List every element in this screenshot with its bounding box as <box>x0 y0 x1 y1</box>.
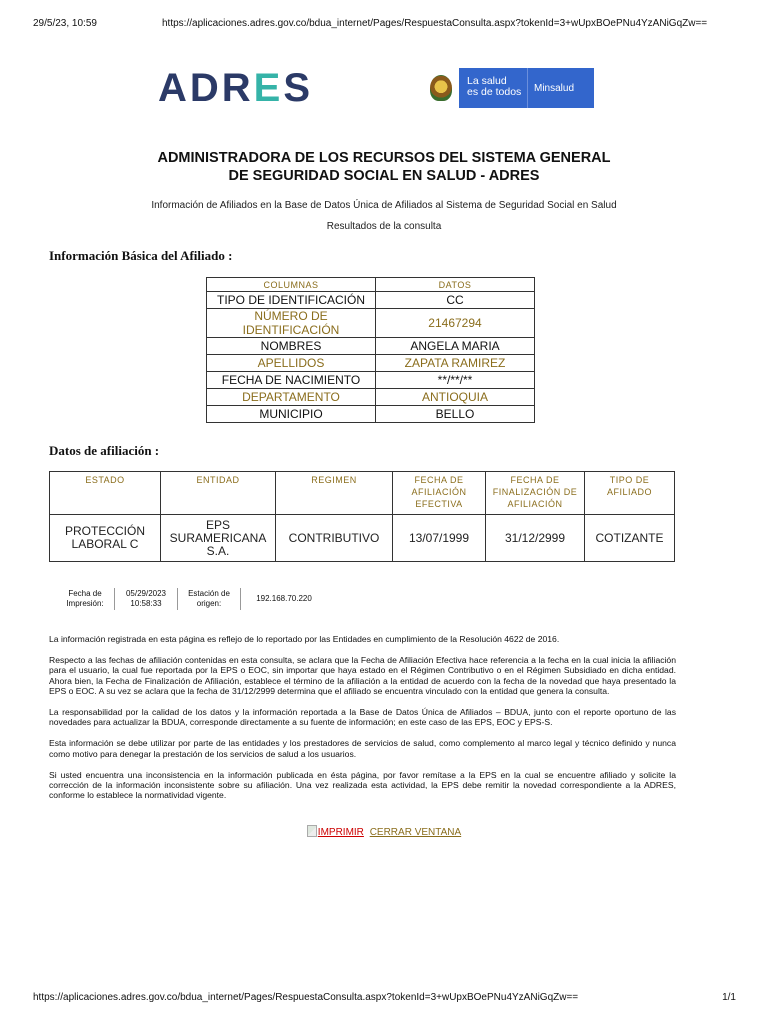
print-icon <box>307 825 317 837</box>
column-header: ENTIDAD <box>161 472 276 515</box>
gov-banner <box>423 68 594 108</box>
disclaimer-paragraph: La información registrada en esta página es reflejo de lo reportado por las Entidades en cumplimiento de la Resolución 4622 de 2016. <box>49 634 560 644</box>
print-footer <box>0 992 768 1006</box>
disclaimer-paragraph: Respecto a las fechas de afiliación contenidas en esta consulta, se aclara que la Fecha de Afiliación Efectiva hace referencia a la fecha en la cual inicia la afiliación para el usuario, la cual fue reportada por la EPS o EOC, sin importar que haya estado en el Régimen Contributivo o en el Régimen Subsidiado en dicha entidad. Ahora bien, la Fecha de Finalización de Afiliación, establece el término de la afiliación a la entidad de acuerdo con la fecha de la novedad que haya presentado la EPS o EOC. A su vez se aclara que la fecha de 31/12/2999 determina que el afiliado se encuentra vinculado con la entidad que genera la consulta. <box>49 654 676 697</box>
page-subtitle: Información de Afiliados en la Base de Datos Única de Afiliados al Sistema de Seguridad Social en Salud <box>151 200 617 211</box>
basic-info-header-row <box>207 278 535 292</box>
print-link-label: IMPRIMIR <box>317 827 364 838</box>
disclaimer-paragraph: Esta información se debe utilizar por parte de las entidades y los prestadores de servicios de salud, como complemento al marco legal y técnico definido y nunca como motivo para denegar la prestación de los servicios de salud a los usuarios. <box>49 738 676 759</box>
basic-info-heading: Información Básica del Afiliado : <box>49 248 233 263</box>
row-value: BELLO <box>376 406 535 423</box>
print-date-label: Fecha de Impresión: <box>56 588 115 610</box>
adres-logo-text-accent: E <box>253 65 284 110</box>
row-label: NOMBRES <box>207 338 376 355</box>
salud-slogan-line2: es de todos <box>467 86 522 98</box>
column-header: COLUMNAS <box>207 278 376 292</box>
row-label: TIPO DE IDENTIFICACIÓN <box>207 292 376 309</box>
affiliation-table <box>49 471 675 562</box>
fecha-efectiva-cell: 13/07/1999 <box>393 515 486 562</box>
adres-logo <box>158 66 313 110</box>
table-row <box>207 406 535 423</box>
minsalud-label: Minsalud <box>527 68 594 108</box>
row-label: NÚMERO DE IDENTIFICACIÓN <box>207 309 376 338</box>
adres-logo-text-end: S <box>283 65 314 110</box>
station-value: 192.168.70.220 <box>256 594 312 603</box>
affiliation-header-row <box>50 472 675 515</box>
fecha-finalizacion-cell: 31/12/2999 <box>486 515 585 562</box>
table-row <box>207 309 535 338</box>
row-value: 21467294 <box>376 309 535 338</box>
basic-info-table <box>206 277 535 423</box>
estado-cell: PROTECCIÓN LABORAL C <box>50 515 161 562</box>
print-date-value: 05/29/2023 10:58:33 <box>115 588 178 610</box>
colombia-seal-icon <box>423 68 459 108</box>
regimen-cell: CONTRIBUTIVO <box>276 515 393 562</box>
disclaimer-paragraph: La responsabilidad por la calidad de los datos y la información reportada a la Base de Datos Única de Afiliados – BDUA, junto con el reporte oportuno de las novedades para actualizar la BDUA, corresponde directamente a su fuente de información; en este caso de las EPS, EOC y EPS-S. <box>49 707 676 728</box>
table-row <box>207 389 535 406</box>
row-label: DEPARTAMENTO <box>207 389 376 406</box>
row-value: CC <box>376 292 535 309</box>
row-value: ZAPATA RAMIREZ <box>376 355 535 372</box>
column-header: DATOS <box>376 278 535 292</box>
row-label: FECHA DE NACIMIENTO <box>207 372 376 389</box>
salud-slogan <box>459 68 527 108</box>
column-header: ESTADO <box>50 472 161 515</box>
print-metadata <box>56 588 327 610</box>
page-title <box>0 149 768 185</box>
row-label: APELLIDOS <box>207 355 376 372</box>
column-header: REGIMEN <box>276 472 393 515</box>
row-value: ANGELA MARIA <box>376 338 535 355</box>
column-header: FECHA DE FINALIZACIÓN DE AFILIACIÓN <box>486 472 585 515</box>
page-number: 1/1 <box>722 992 736 1003</box>
column-header: FECHA DE AFILIACIÓN EFECTIVA <box>393 472 486 515</box>
page-title-line1: ADMINISTRADORA DE LOS RECURSOS DEL SISTEMA GENERAL <box>157 150 611 166</box>
entidad-cell: EPS SURAMERICANA S.A. <box>161 515 276 562</box>
disclaimer-paragraph: Si usted encuentra una inconsistencia en la información publicada en ésta página, por favor remítase a la EPS en la cual se encuentre afiliado y solicite la corrección de la información inconsistente sobre su afiliación. Una vez realizada esta actividad, la EPS debe remitir la novedad correspondiente a la ADRES, conforme lo establece la normatividad vigente. <box>49 769 676 801</box>
row-label: MUNICIPIO <box>207 406 376 423</box>
salud-slogan-line1: La salud <box>467 75 507 87</box>
print-header <box>0 18 768 32</box>
action-links <box>0 825 768 838</box>
table-row <box>50 515 675 562</box>
print-link[interactable] <box>307 827 364 838</box>
row-value: **/**/** <box>376 372 535 389</box>
station-label: Estación de origen: <box>178 588 241 610</box>
print-datetime: 29/5/23, 10:59 <box>33 18 97 29</box>
table-row <box>207 338 535 355</box>
disclaimer-section <box>49 634 676 811</box>
print-url: https://aplicaciones.adres.gov.co/bdua_internet/Pages/RespuestaConsulta.aspx?tokenId=3+wUpxBOePNu4YzANiGqZw== <box>162 18 708 29</box>
affiliation-heading: Datos de afiliación : <box>49 443 160 458</box>
tipo-afiliado-cell: COTIZANTE <box>585 515 675 562</box>
column-header: TIPO DE AFILIADO <box>585 472 675 515</box>
adres-logo-text-start: ADR <box>158 65 254 110</box>
footer-url: https://aplicaciones.adres.gov.co/bdua_internet/Pages/RespuestaConsulta.aspx?tokenId=3+wUpxBOePNu4YzANiGqZw== <box>33 992 579 1003</box>
table-row <box>207 355 535 372</box>
close-window-link[interactable]: CERRAR VENTANA <box>369 827 462 838</box>
table-row <box>207 292 535 309</box>
table-row <box>207 372 535 389</box>
page-title-line2: DE SEGURIDAD SOCIAL EN SALUD - ADRES <box>228 168 540 184</box>
results-heading: Resultados de la consulta <box>326 221 442 232</box>
row-value: ANTIOQUIA <box>376 389 535 406</box>
